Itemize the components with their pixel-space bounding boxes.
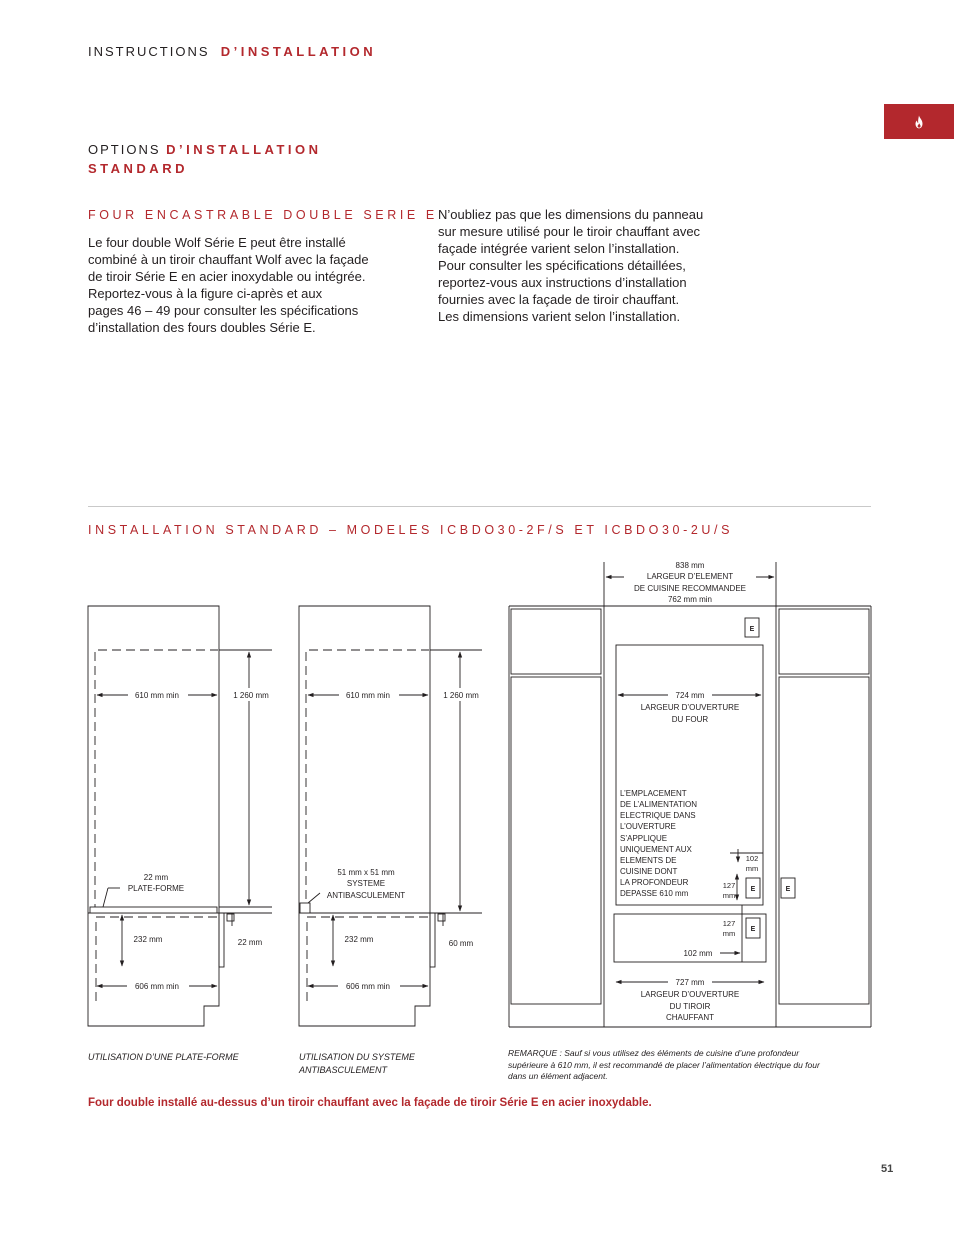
elevation-labels bbox=[620, 561, 791, 1022]
outlet-e-label: E bbox=[750, 886, 756, 893]
oven-width-title-2: DU FOUR bbox=[671, 715, 709, 724]
cabinet-width-title: LARGEUR D’ELEMENT bbox=[646, 572, 734, 581]
electrical-note bbox=[620, 789, 697, 898]
platform-figure bbox=[88, 606, 272, 1026]
antitip-size-label: 51 mm x 51 mm bbox=[337, 868, 395, 877]
remark-note: REMARQUE : Sauf si vous utilisez des éléments de cuisine d’une profondeur supérieure à 610 mm, il est recommandé de placer l’alimentation électrique du four dans un élément adjacent. bbox=[508, 1048, 820, 1081]
drawer-width-title-2: DU TIROIR bbox=[669, 1002, 711, 1011]
dim-102-unit: mm bbox=[745, 864, 759, 873]
antitip-name-label: ANTIBASCULEMENT bbox=[326, 891, 406, 900]
dim-102-label: 102 bbox=[745, 854, 759, 863]
svg-text:S’APPLIQUE: S’APPLIQUE bbox=[620, 834, 668, 843]
depth-22-label: 22 mm bbox=[237, 938, 263, 947]
svg-text:L’EMPLACEMENT: L’EMPLACEMENT bbox=[620, 789, 687, 798]
height-1260-label: 1 260 mm bbox=[233, 691, 269, 700]
cabinet-width-838-label: 838 mm bbox=[675, 561, 705, 570]
dim-127-unit: mm bbox=[722, 891, 736, 900]
height-232-label: 232 mm bbox=[344, 935, 374, 944]
outlet-e-label: E bbox=[749, 626, 755, 633]
drawer-width-title: LARGEUR D’OUVERTURE bbox=[640, 990, 740, 999]
cabinet-width-762-label: 762 mm min bbox=[667, 595, 713, 604]
subsection-title: FOUR ENCASTRABLE DOUBLE SERIE E bbox=[88, 208, 438, 222]
intro-paragraph: Le four double Wolf Série E peut être installé combiné à un tiroir chauffant Wolf avec la façade de tiroir Série E en acier inoxydable ou intégrée. Reportez-vous à la figure ci-après et aux pages 46 – 49 pour consulter les spécifications d’installation des fours doubles Série E. bbox=[88, 235, 369, 335]
oven-width-title: LARGEUR D’OUVERTURE bbox=[640, 703, 740, 712]
platform-label: PLATE-FORME bbox=[127, 884, 185, 893]
outlet-e-label: E bbox=[750, 926, 756, 933]
drawer-width-title-3: CHAUFFANT bbox=[666, 1013, 714, 1022]
antitip-figure bbox=[299, 606, 482, 1026]
antitip-system-label: SYSTEME bbox=[346, 879, 386, 888]
height-232-label: 232 mm bbox=[133, 935, 163, 944]
cabinet-width-title-2: DE CUISINE RECOMMANDEE bbox=[633, 584, 747, 593]
dim-127-label: 127 bbox=[722, 881, 736, 890]
drawer-width-727-label: 727 mm bbox=[675, 978, 705, 987]
dim-127-drawer-unit: mm bbox=[722, 929, 736, 938]
platform-labels bbox=[127, 688, 272, 992]
dim-102-drawer-label: 102 mm bbox=[683, 949, 713, 958]
page-number: 51 bbox=[881, 1163, 894, 1175]
width-606-label: 606 mm min bbox=[345, 982, 391, 991]
dim-127-drawer-label: 127 bbox=[722, 919, 736, 928]
figure-title: INSTALLATION STANDARD – MODELES ICBDO30-2F/S ET ICBDO30-2U/S bbox=[88, 523, 734, 537]
platform-caption: UTILISATION D’UNE PLATE-FORME bbox=[88, 1052, 239, 1062]
figure-caption: Four double installé au-dessus d’un tiroir chauffant avec la façade de tiroir Série E en acier inoxydable. bbox=[88, 1097, 652, 1109]
platform-22-label: 22 mm bbox=[143, 873, 169, 882]
width-610-label: 610 mm min bbox=[345, 691, 391, 700]
svg-text:ELEMENTS DE: ELEMENTS DE bbox=[620, 856, 677, 865]
svg-text:DEPASSE 610 mm: DEPASSE 610 mm bbox=[620, 889, 689, 898]
antitip-caption: UTILISATION DU SYSTEME ANTIBASCULEMENT bbox=[299, 1052, 415, 1075]
section-title: OPTIONS D’INSTALLATION STANDARD bbox=[88, 142, 322, 176]
svg-text:L’OUVERTURE: L’OUVERTURE bbox=[620, 822, 676, 831]
svg-text:LA PROFONDEUR: LA PROFONDEUR bbox=[620, 878, 689, 887]
width-606-label: 606 mm min bbox=[134, 982, 180, 991]
depth-60-label: 60 mm bbox=[448, 939, 474, 948]
outlet-e-label: E bbox=[785, 886, 791, 893]
svg-text:DE L’ALIMENTATION: DE L’ALIMENTATION bbox=[620, 800, 698, 809]
panel-note-paragraph: N’oubliez pas que les dimensions du panneau sur mesure utilisé pour le tiroir chauffant avec façade intégrée varient selon l’installation. Pour consulter les spécifications détaillées, reportez-vous aux instructions d’installation fournies avec la façade de tiroir chauffant. Les dimensions varient selon l’installation. bbox=[438, 207, 704, 324]
svg-text:CUISINE DONT: CUISINE DONT bbox=[620, 867, 678, 876]
svg-text:UNIQUEMENT AUX: UNIQUEMENT AUX bbox=[620, 845, 692, 854]
height-1260-label: 1 260 mm bbox=[443, 691, 479, 700]
width-610-label: 610 mm min bbox=[134, 691, 180, 700]
svg-text:ELECTRIQUE DANS: ELECTRIQUE DANS bbox=[620, 811, 696, 820]
page-header: INSTRUCTIONS D’INSTALLATION bbox=[88, 44, 377, 59]
oven-width-724-label: 724 mm bbox=[675, 691, 705, 700]
